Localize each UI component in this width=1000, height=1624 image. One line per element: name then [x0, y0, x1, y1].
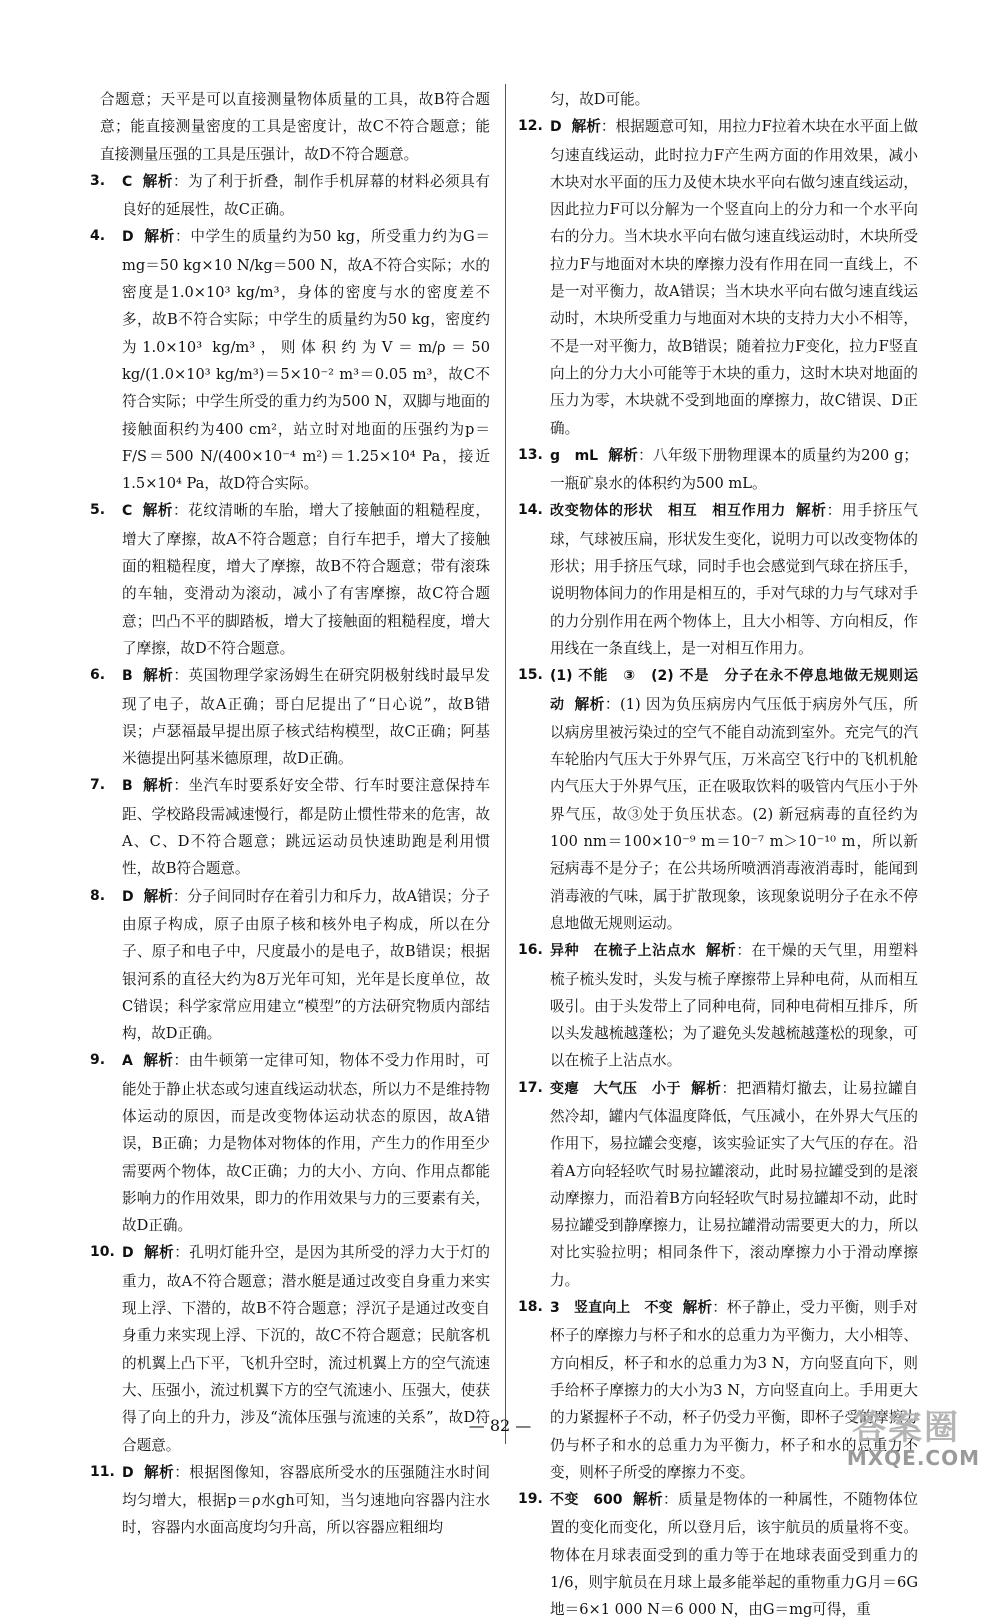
item-number: 8. — [90, 887, 106, 904]
analysis-text: ：由牛顿第一定律可知，物体不受力作用时，可能处于静止状态或匀速直线运动状态，所以力不是维持物体运动的原因，而是改变物体运动状态的原因，故A错误，B正确；力是物体对物体的作用，产生力的作用至少需要两个物体，故C正确；力的大小、方向、作用点都能影响力的作用效果，即力的作用效果与力的三要素有关，故D正确。 — [122, 1052, 490, 1235]
watermark-logo: 答案圈 — [852, 1408, 960, 1448]
item-number: 13. — [518, 446, 543, 463]
analysis-label: 解析 — [142, 1052, 174, 1070]
item-number: 16. — [518, 942, 543, 959]
item-number: 18. — [518, 1299, 543, 1316]
answer-item-3 — [90, 168, 490, 224]
continued-text: 合题意；天平是可以直接测量物体质量的工具，故B符合题意；能直接测量密度的工具是密度计，故C不符合题意；能直接测量压强的工具是压强计，故D不符合题意。 — [100, 91, 490, 163]
answer-item-6 — [90, 662, 490, 772]
item-answer: 异种 在梳子上沾点水 — [550, 943, 696, 960]
answer-item-4 — [90, 223, 490, 497]
item-answer: g mL — [550, 447, 599, 464]
analysis-text: ：根据题意可知，用拉力F拉着木块在水平面上做匀速直线运动，此时拉力F产生两方面的作用效果，减小木块对水平面的压力及使木块水平向右做匀速直线运动，因此拉力F可以分解为一个竖直向上的分力和一个水平向右的分力。当木块水平向右做匀速直线运动时，木块所受拉力F与地面对木块的摩擦力没有作用在同一直线上，不是一对平衡力，故A错误；当木块水平向右做匀速直线运动时，木块所受重力与地面对木块的支持力大小不相等，不是一对平衡力，故B错误；随着拉力F变化，拉力F竖直向上的分力大小可能等于木块的重力，这时木块对地面的压力为零，木块就不受到地面的摩擦力，故C错误、D正确。 — [550, 118, 918, 437]
column-divider — [505, 84, 506, 1444]
analysis-label: 解析 — [143, 1244, 175, 1262]
item-answer: D — [122, 888, 134, 905]
item-answer: 变瘪 大气压 小于 — [550, 1080, 682, 1097]
item-number: 4. — [90, 228, 106, 245]
item-number: 9. — [90, 1052, 106, 1069]
item-answer: 改变物体的形状 相互 相互作用力 — [550, 503, 786, 520]
analysis-text: ：用手挤压气球，气球被压扁，形状发生变化，说明力可以改变物体的形状；用手挤压气球，同时手也会感觉到气球在挤压手，说明物体间力的作用是相互的，手对气球的力与气球对手的力分别作用在两个物体上，且大小相等、方向相反，作用线在一条直线上，是一对相互作用力。 — [550, 502, 918, 657]
analysis-label: 解析 — [632, 1491, 663, 1509]
item-number: 7. — [90, 777, 106, 794]
analysis-label: 解析 — [795, 502, 827, 520]
item-answer: A — [122, 1053, 133, 1070]
analysis-label: 解析 — [142, 777, 174, 795]
analysis-text: ：八年级下册物理课本的质量约为200 g；一瓶矿泉水的体积约为500 mL。 — [550, 446, 919, 493]
answer-item-9 — [90, 1047, 490, 1239]
item-answer: C — [122, 503, 133, 520]
analysis-text: ：中学生的质量约为50 kg，所受重力约为G＝mg＝50 kg×10 N/kg＝500 N，故A不符合实际；水的密度是1.0×10³ kg/m³，身体的密度与水的密度差不多，故B不符合实际；中学生的质量约为50 kg，密度约为1.0×10³ kg/m³，则体积约为V＝m/ρ＝50 kg/(1.0×10³ kg/m³)＝5×10⁻² m³＝0.05 m³，故C不符合实际；中学生所受的重力约为500 N，双脚与地面的接触面积约为400 cm²，站立时对地面的压强约为p＝F/S＝500 N/(400×10⁻⁴ m²)＝1.25×10⁴ Pa，接近1.5×10⁴ Pa，故D符合实际。 — [122, 228, 490, 493]
analysis-text: ：(1) 因为负压病房内气压低于病房外气压，所以病房里被污染过的空气不能自动流到室外。充完气的汽车轮胎内气压大于外界气压，万米高空飞行中的飞机机舱内气压大于外界气压，正在吸取饮料的吸管内气压小于外界气压，故③处于负压状态。(2) 新冠病毒的直径约为100 nm＝100×10⁻⁹ m＝10⁻⁷ m＞10⁻¹⁰ m，所以新冠病毒不是分子；在公共场所喷洒消毒液消毒时，能闻到消毒液的气味，属于扩散现象，该现象说明分子在永不停息地做无规则运动。 — [550, 695, 918, 932]
left-column — [90, 86, 490, 1542]
analysis-text: ：坐汽车时要系好安全带、行车时要注意保持车距、学校路段需减速慢行，都是防止惯性带来的危害，故A、C、D不符合题意；跳远运动员快速助跑是利用惯性，故B符合题意。 — [122, 777, 490, 878]
watermark-site: MXQE.COM — [846, 1446, 980, 1470]
item-answer: B — [122, 778, 133, 795]
analysis-text: ：英国物理学家汤姆生在研究阴极射线时最早发现了电子，故A正确；哥白尼提出了“日心说”，故B错误；卢瑟福最早提出原子核式结构模型，故C正确；阿基米德提出阿基米德原理，故D正确。 — [122, 667, 490, 768]
analysis-label: 解析 — [142, 172, 174, 190]
answer-item-11 — [90, 1459, 490, 1542]
item-number: 12. — [518, 118, 543, 135]
item-number: 11. — [90, 1463, 115, 1480]
item-number: 3. — [90, 172, 106, 189]
analysis-text: ：花纹清晰的车胎，增大了接触面的粗糙程度，增大了摩擦，故A不符合题意；自行车把手，增大了接触面的粗糙程度，增大了摩擦，故B不符合题意；带有滚珠的车轴，变滑动为滚动，减小了有害摩擦，故C符合题意；凹凸不平的脚踏板，增大了接触面的粗糙程度，增大了摩擦，故D不符合题意。 — [122, 502, 490, 657]
item-answer: B — [122, 668, 133, 685]
answer-item-13 — [518, 442, 918, 498]
analysis-label: 解析 — [574, 695, 605, 713]
answer-item-16 — [518, 937, 918, 1074]
item-answer: (1) 不能 ③ (2) 不是 分子在永不停息地做无规则运动 — [550, 668, 918, 713]
analysis-label: 解析 — [571, 118, 601, 136]
analysis-text: ：孔明灯能升空，是因为其所受的浮力大于灯的重力，故A不符合题意；潜水艇是通过改变自身重力来实现上浮、下潜的，故B不符合题意；浮沉子是通过改变自身重力来实现上浮、下沉的，故C不符合题意；民航客机的机翼上凸下平，飞机升空时，流过机翼上方的空气流速大、压强小，流过机翼下方的空气流速小、压强大，使获得了向上的升力，涉及“流体压强与流速的关系”，故D符合题意。 — [122, 1244, 490, 1454]
analysis-label: 解析 — [142, 667, 174, 685]
item-number: 17. — [518, 1079, 543, 1096]
analysis-label: 解析 — [682, 1299, 713, 1317]
continued-text: 匀，故D可能。 — [550, 91, 650, 108]
analysis-text: ：根据图像知，容器底所受水的压强随注水时间均匀增大，根据p＝ρ水gh可知，当匀速地向容器内注水时，容器内水面高度均匀升高，所以容器应粗细均 — [122, 1463, 490, 1537]
analysis-label: 解析 — [705, 942, 737, 960]
item-number: 15. — [518, 667, 543, 684]
item-answer: D — [122, 229, 134, 246]
analysis-text: ：在干燥的天气里，用塑料梳子梳头发时，头发与梳子摩擦带上异种电荷，从而相互吸引。由于头发带上了同种电荷，同种电荷相互排斥，所以头发越梳越蓬松；为了避免头发越梳越蓬松的现象，可以在梳子上沾点水。 — [550, 942, 918, 1070]
item-number: 5. — [90, 502, 106, 519]
item-number: 6. — [90, 667, 106, 684]
analysis-text: ：分子间同时存在着引力和斥力，故A错误；分子由原子构成，原子由原子核和核外电子构成，所以在分子、原子和电子中，尺度最小的是电子，故B错误；根据银河系的直径大约为8万光年可知，光年是长度单位，故C错误；科学家常应用建立“模型”的方法研究物质内部结构，故D正确。 — [122, 887, 490, 1043]
answer-item-17 — [518, 1075, 918, 1294]
answer-item-12 — [518, 113, 918, 442]
answer-item-15 — [518, 662, 918, 937]
item-answer: 3 竖直向上 不变 — [550, 1300, 673, 1317]
analysis-label: 解析 — [691, 1079, 722, 1097]
analysis-label: 解析 — [143, 1463, 175, 1481]
item-number: 10. — [90, 1244, 115, 1261]
analysis-text: ：把酒精灯撤去，让易拉罐自然冷却，罐内气体温度降低，气压减小，在外界大气压的作用下，易拉罐会变瘪，该实验证实了大气压的存在。沿着A方向轻轻吹气时易拉罐滚动，此时易拉罐受到的是滚动摩擦力，而沿着B方向轻轻吹气时易拉罐却不动，此时易拉罐受到静摩擦力，让易拉罐滑动需要更大的力，所以对比实验拉明；相同条件下，滚动摩擦力小于滑动摩擦力。 — [550, 1079, 918, 1289]
analysis-label: 解析 — [142, 502, 174, 520]
analysis-text: ：为了利于折叠，制作手机屏幕的材料必须具有良好的延展性，故C正确。 — [122, 172, 490, 219]
analysis-text: ：质量是物体的一种属性，不随物体位置的变化而变化，所以登月后，该宇航员的质量将不变。物体在月球表面受到的重力等于在地球表面受到重力的1/6，则宇航员在月球上最多能举起的重物重力G月＝6G地＝6×1 000 N＝6 000 N，由G＝mg可得，重 — [550, 1491, 918, 1619]
page-number: — 82 — — [468, 1416, 532, 1435]
right-column — [518, 86, 918, 1624]
item-number: 19. — [518, 1491, 543, 1508]
analysis-text: ：杯子静止，受力平衡，则手对杯子的摩擦力与杯子和水的总重力为平衡力，大小相等、方向相反，杯子和水的总重力为3 N，方向竖直向下，则手给杯子摩擦力的大小为3 N，方向竖直向上。手用更大的力紧握杯子不动，杯子仍受力平衡，即杯子受的摩擦力仍与杯子和水的总重力为平衡力，杯子和水的总重力不变，则杯子所受的摩擦力不变。 — [550, 1299, 918, 1481]
answer-item-5 — [90, 497, 490, 662]
analysis-label: 解析 — [143, 887, 173, 905]
answer-item-19 — [518, 1486, 918, 1623]
item-answer: D — [122, 1464, 134, 1481]
item-answer: C — [122, 173, 133, 190]
item-number: 14. — [518, 502, 543, 519]
analysis-label: 解析 — [608, 446, 639, 464]
item-answer: D — [122, 1245, 134, 1262]
answer-item-14 — [518, 497, 918, 662]
item-answer: 不变 600 — [550, 1492, 623, 1509]
item-answer: D — [550, 119, 562, 136]
analysis-label: 解析 — [143, 228, 175, 246]
answer-item-7 — [90, 772, 490, 882]
answer-item-8 — [90, 883, 490, 1048]
